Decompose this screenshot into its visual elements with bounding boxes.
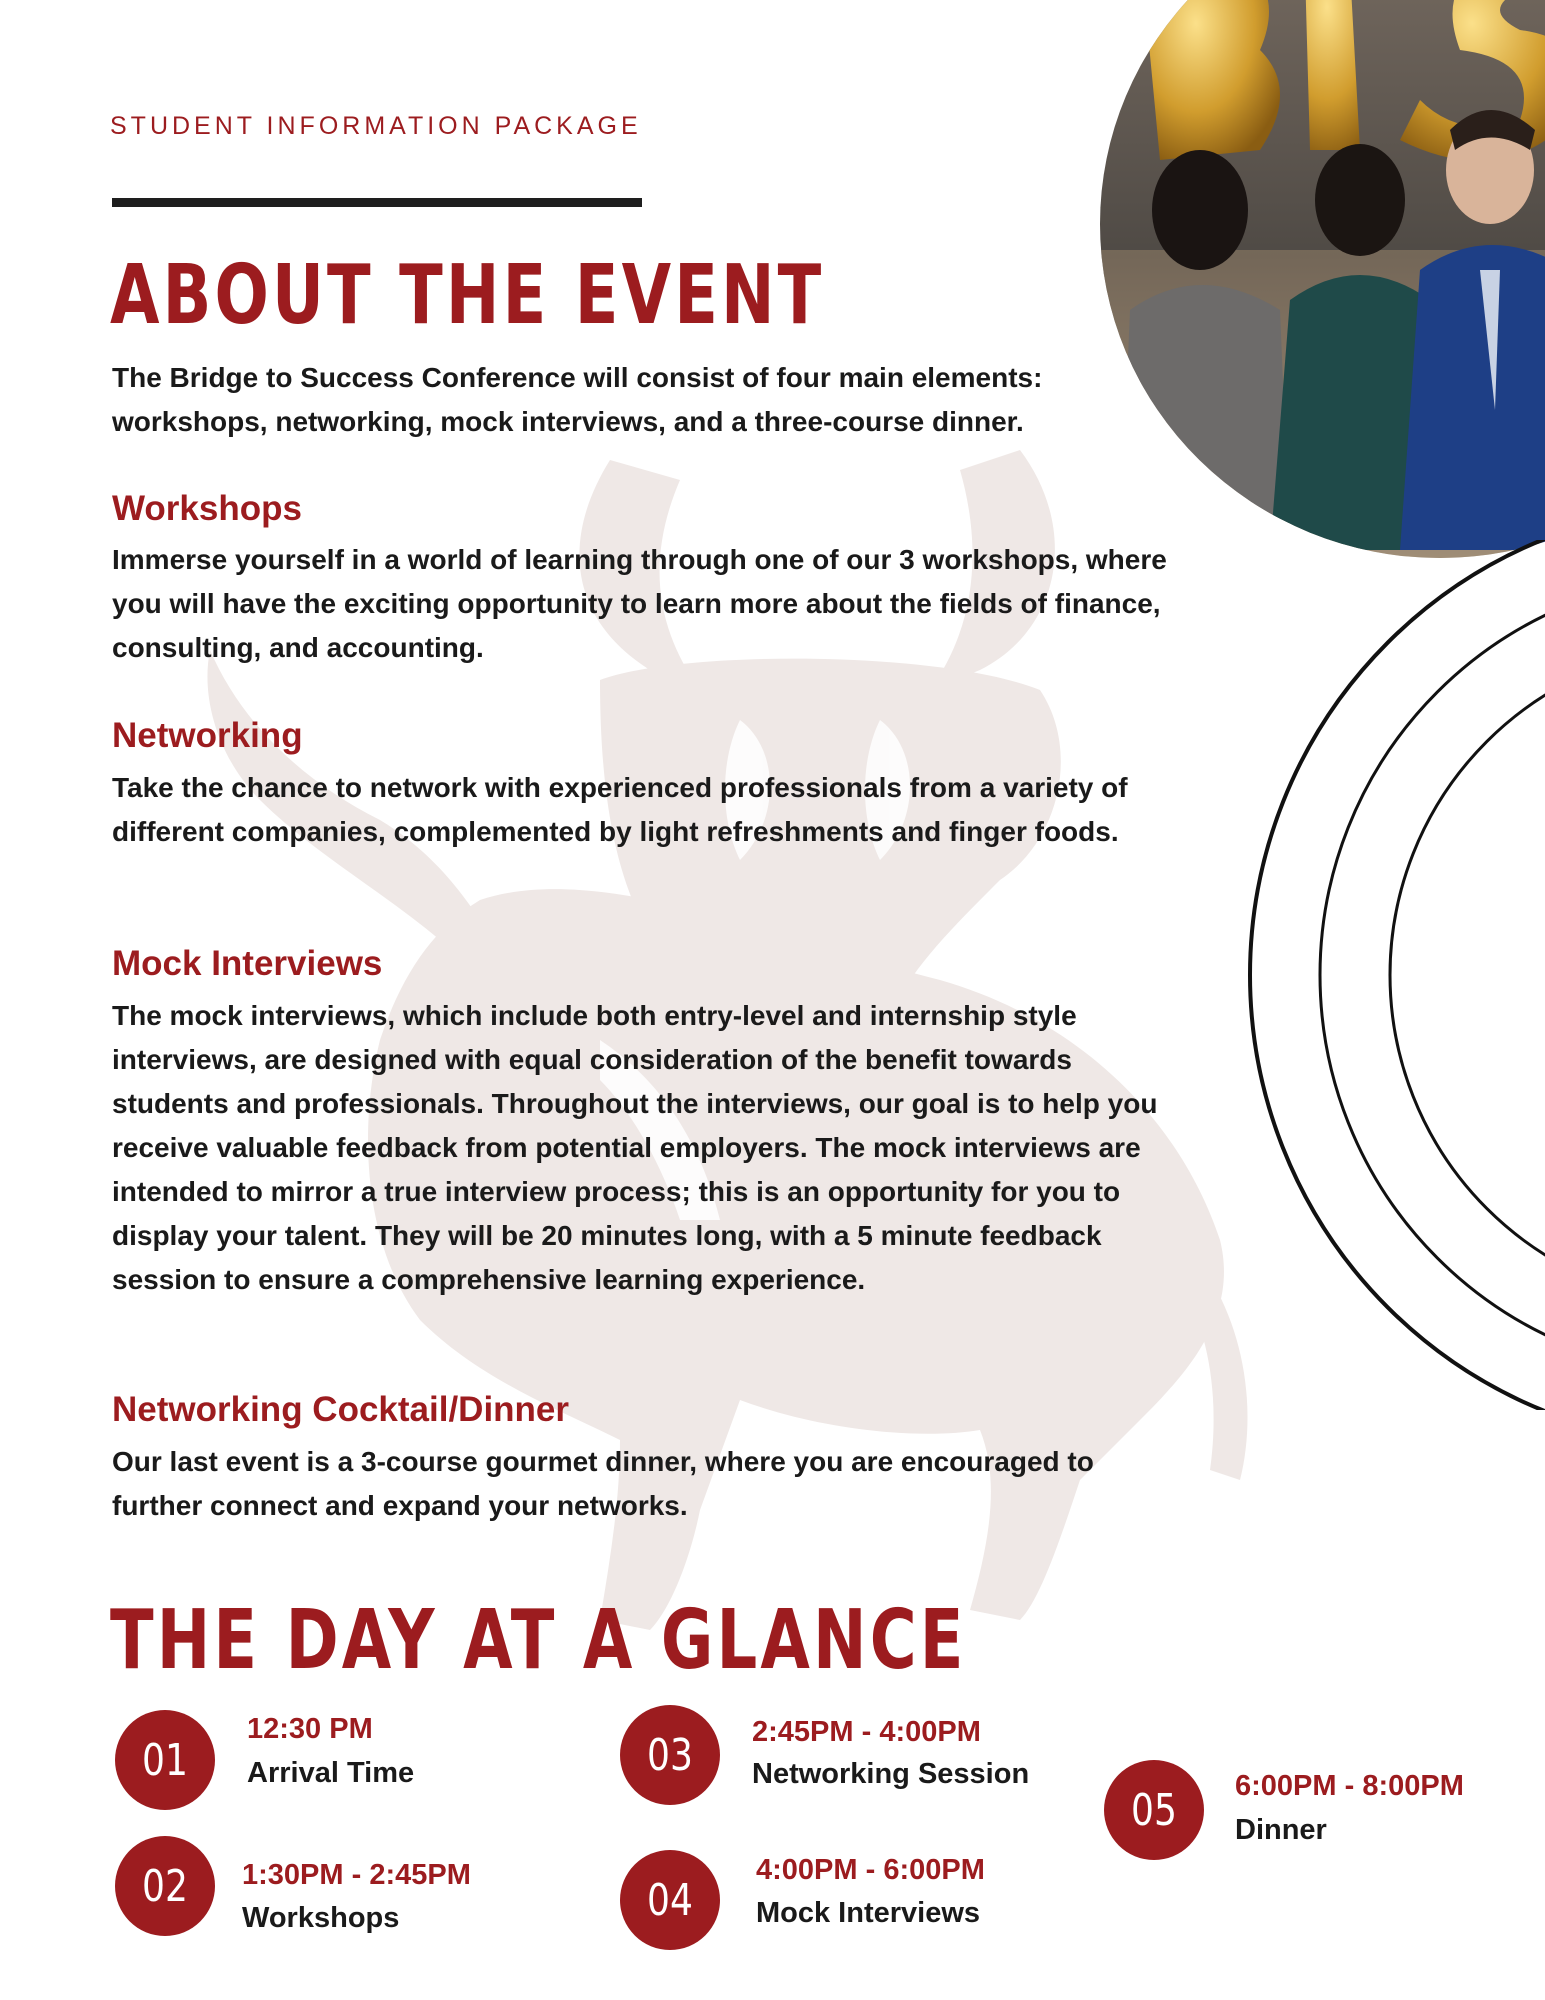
schedule-title: THE DAY AT A GLANCE <box>110 1593 967 1688</box>
schedule-number-badge: 03 <box>620 1705 720 1805</box>
about-title: ABOUT THE EVENT <box>110 248 825 343</box>
mock-interviews-body: The mock interviews, which include both entry-level and internship style interviews, are designed with equal consideration of the benefit towards students and professionals. Throughout the interviews, our goal is to help you receive valuable feedback from potential employers. The mock interviews are intended to mirror a true interview process; this is an opportunity for you to display your talent. They will be 20 minutes long, with a 5 minute feedback session to ensure a comprehensive learning experience. <box>112 1000 1158 1295</box>
schedule-label: Workshops <box>242 1902 400 1934</box>
schedule-time: 6:00PM - 8:00PM <box>1235 1770 1464 1802</box>
workshops-heading: Workshops <box>112 489 302 528</box>
schedule-number-badge: 05 <box>1104 1760 1204 1860</box>
concentric-arcs-decoration <box>1240 540 1545 1410</box>
mock-interviews-heading: Mock Interviews <box>112 944 383 983</box>
networking-body: Take the chance to network with experienced professionals from a variety of different companies, complemented by light refreshments and finger foods. <box>112 772 1128 847</box>
schedule-time: 1:30PM - 2:45PM <box>242 1859 471 1891</box>
header-divider <box>112 198 642 207</box>
schedule-time: 2:45PM - 4:00PM <box>752 1716 981 1748</box>
schedule-label: Networking Session <box>752 1758 1030 1790</box>
schedule-time: 12:30 PM <box>247 1713 373 1745</box>
networking-heading: Networking <box>112 716 303 755</box>
schedule-label: Arrival Time <box>247 1757 415 1789</box>
dinner-body: Our last event is a 3-course gourmet dinner, where you are encouraged to further connect and expand your networks. <box>112 1446 1094 1521</box>
about-intro: The Bridge to Success Conference will consist of four main elements: workshops, networking, mock interviews, and a three-course dinner. <box>112 362 1043 437</box>
schedule-number-badge: 02 <box>115 1836 215 1936</box>
schedule-label: Mock Interviews <box>756 1897 981 1929</box>
package-eyebrow: STUDENT INFORMATION PACKAGE <box>110 112 642 140</box>
schedule-number-badge: 01 <box>115 1710 215 1810</box>
schedule-number-badge: 04 <box>620 1850 720 1950</box>
dinner-heading: Networking Cocktail/Dinner <box>112 1390 570 1429</box>
schedule-label: Dinner <box>1235 1814 1327 1846</box>
schedule-time: 4:00PM - 6:00PM <box>756 1854 985 1886</box>
workshops-body: Immerse yourself in a world of learning through one of our 3 workshops, where you will have the exciting opportunity to learn more about the fields of finance, consulting, and accounting. <box>112 544 1167 663</box>
